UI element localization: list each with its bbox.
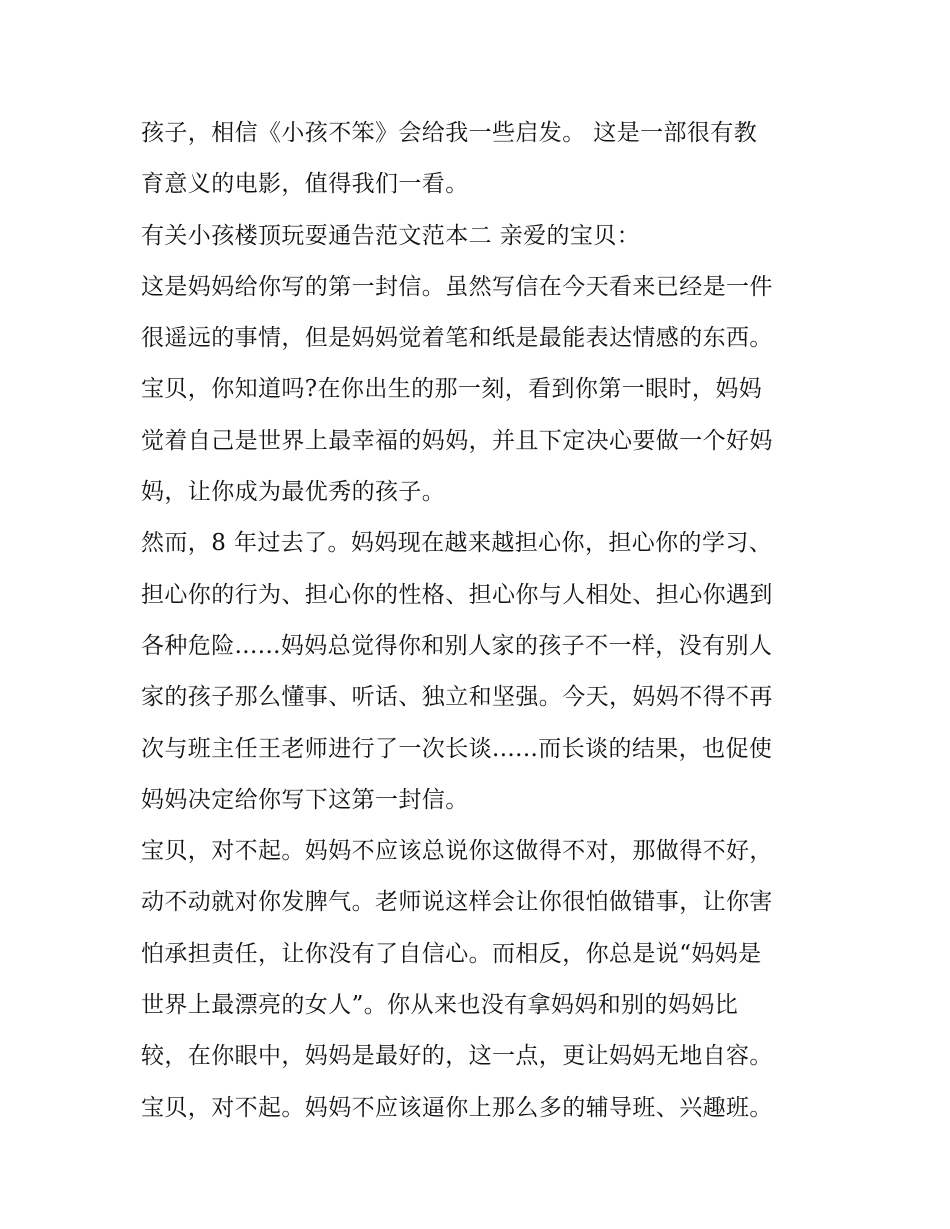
letter-text-body [141, 108, 821, 1134]
text-line: 世界上最漂亮的女人”。你从来也没有拿妈妈和别的妈妈比 [141, 992, 739, 1019]
text-line: 有关小孩楼顶玩耍通告范文范本二 亲爱的宝贝： [141, 222, 641, 249]
text-line: 觉着自己是世界上最幸福的妈妈，并且下定决心要做一个好妈 [141, 427, 773, 454]
text-line: 这是妈妈给你写的第一封信。虽然写信在今天看来已经是一件 [141, 273, 773, 300]
text-line: 动不动就对你发脾气。老师说这样会让你很怕做错事，让你害 [141, 889, 773, 916]
text-line: 较，在你眼中，妈妈是最好的，这一点，更让妈妈无地自容。 [141, 1043, 773, 1070]
text-line: 各种危险......妈妈总觉得你和别人家的孩子不一样，没有别人 [141, 632, 773, 659]
text-line: 妈，让你成为最优秀的孩子。 [141, 479, 446, 506]
text-line: 孩子，相信《小孩不笨》会给我一些启发。 这是一部很有教 [141, 120, 758, 146]
text-line: 宝贝，对不起。妈妈不应该逼你上那么多的辅导班、兴趣班。 [141, 1094, 773, 1121]
text-line: 宝贝，你知道吗?在你出生的那一刻，看到你第一眼时，妈妈 [141, 376, 763, 403]
text-line: 怕承担责任，让你没有了自信心。而相反，你总是说“妈妈是 [141, 940, 762, 967]
text-line: 担心你的行为、担心你的性格、担心你与人相处、担心你遇到 [141, 581, 773, 608]
text-line: 然而，8 年过去了。妈妈现在越来越担心你，担心你的学习、 [141, 530, 773, 557]
text-line: 家的孩子那么懂事、听话、独立和坚强。今天，妈妈不得不再 [141, 684, 773, 711]
text-line: 育意义的电影，值得我们一看。 [141, 171, 469, 198]
text-line: 次与班主任王老师进行了一次长谈......而长谈的结果，也促使 [141, 735, 773, 762]
text-line: 很遥远的事情，但是妈妈觉着笔和纸是最能表达情感的东西。 [141, 325, 773, 352]
text-line: 妈妈决定给你写下这第一封信。 [141, 786, 469, 813]
text-line: 宝贝，对不起。妈妈不应该总说你这做得不对，那做得不好， [141, 838, 773, 865]
